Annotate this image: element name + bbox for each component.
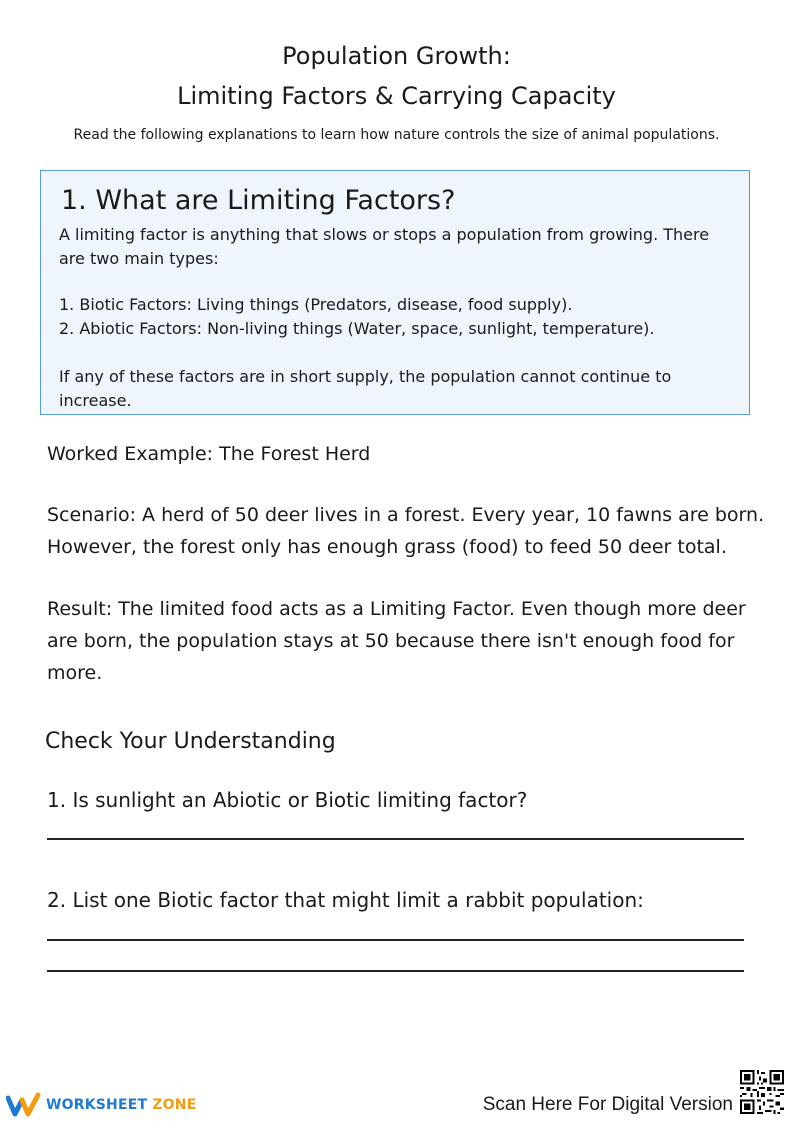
info-box-text-line-4: increase. <box>59 391 132 410</box>
worksheet-zone-logo[interactable] <box>6 1092 196 1118</box>
answer-line-3[interactable] <box>47 970 744 972</box>
brand-name <box>46 1097 196 1113</box>
scenario-line-2: However, the forest only has enough grass (food) to feed 50 deer total. <box>47 536 727 558</box>
worksheet-zone-logo-icon <box>6 1092 42 1118</box>
info-box-text-line-1: A limiting factor is anything that slows or stops a population from growing. There <box>59 225 710 244</box>
page-title-line-2: Limiting Factors & Carrying Capacity <box>177 82 616 110</box>
scenario-line-1: Scenario: A herd of 50 deer lives in a forest. Every year, 10 fawns are born. <box>47 504 765 526</box>
qr-code-icon[interactable] <box>738 1070 786 1114</box>
limiting-factors-info-box <box>40 170 750 415</box>
brand-name-part-1: WORKSHEET <box>46 1097 148 1113</box>
scan-here-text: Scan Here For Digital Version <box>482 1094 733 1115</box>
info-box-text-line-3: If any of these factors are in short supply, the population cannot continue to <box>59 367 672 386</box>
info-box-text-line-2: are two main types: <box>59 249 219 268</box>
check-understanding-heading: Check Your Understanding <box>45 729 336 754</box>
worked-example-heading: Worked Example: The Forest Herd <box>47 443 371 465</box>
info-box-biotic-item: 1. Biotic Factors: Living things (Predators, disease, food supply). <box>59 295 573 314</box>
answer-line-2[interactable] <box>47 939 744 941</box>
brand-name-part-2: ZONE <box>152 1097 197 1113</box>
question-2: 2. List one Biotic factor that might limit a rabbit population: <box>47 888 644 912</box>
result-line-3: more. <box>47 662 103 684</box>
info-box-abiotic-item: 2. Abiotic Factors: Non-living things (Water, space, sunlight, temperature). <box>59 319 655 338</box>
info-box-heading: 1. What are Limiting Factors? <box>61 185 456 216</box>
question-1: 1. Is sunlight an Abiotic or Biotic limiting factor? <box>47 788 528 812</box>
result-line-1: Result: The limited food acts as a Limiting Factor. Even though more deer <box>47 598 746 620</box>
result-line-2: are born, the population stays at 50 because there isn't enough food for <box>47 630 735 652</box>
page-subtitle: Read the following explanations to learn how nature controls the size of animal populations. <box>73 127 720 143</box>
page-title-line-1: Population Growth: <box>282 42 511 70</box>
answer-line-1[interactable] <box>47 838 744 840</box>
